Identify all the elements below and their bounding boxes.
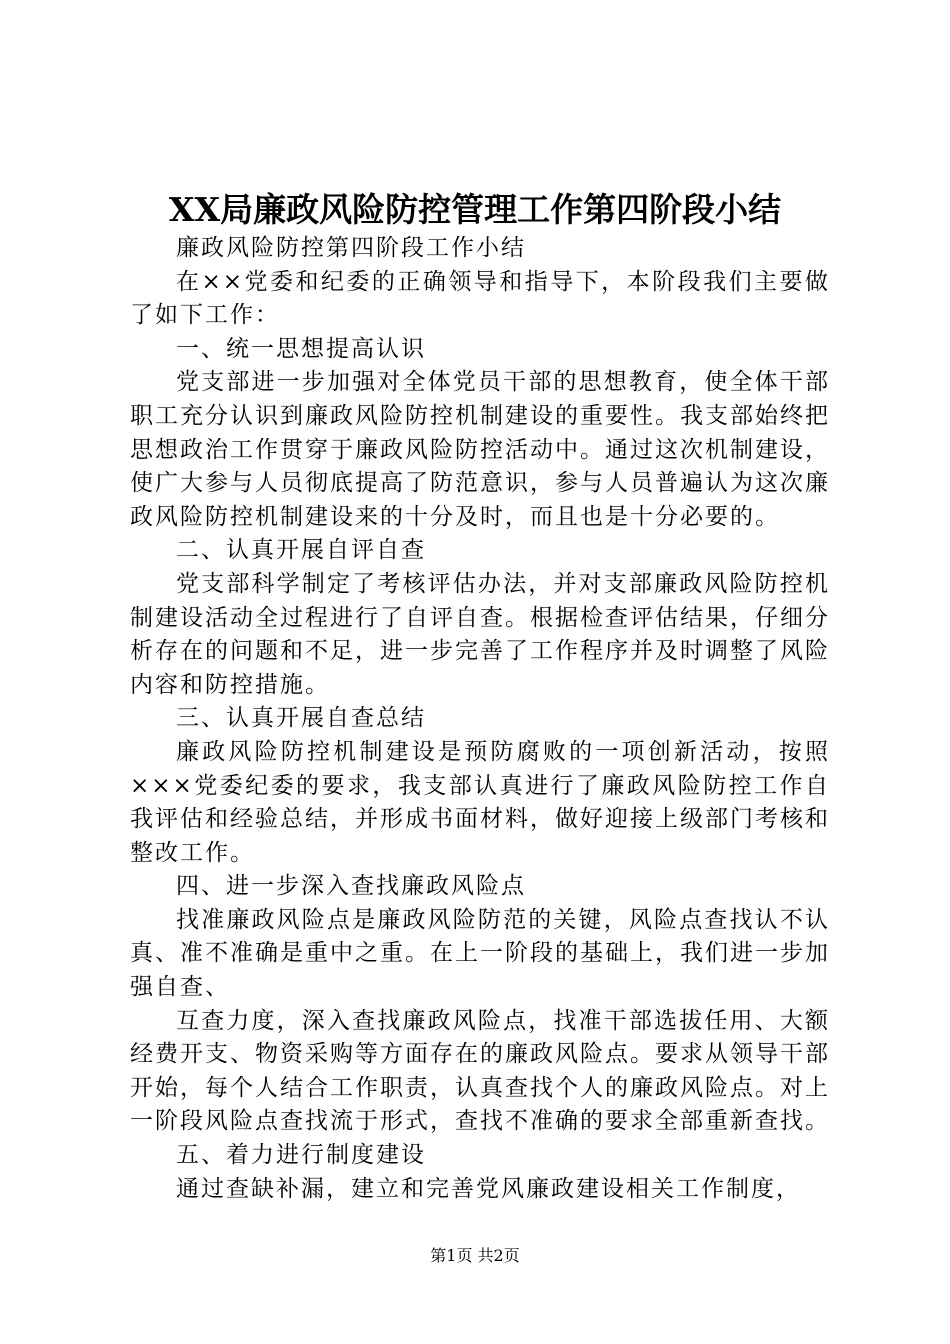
section-3-paragraph-1: 廉政风险防控机制建设是预防腐败的一项创新活动，按照×××党委纪委的要求，我支部认真进行了廉政风险防控工作自我评估和经验总结，并形成书面材料，做好迎接上级部门考核和整改工作。 (130, 738, 830, 866)
section-heading-4: 四、进一步深入查找廉政风险点 (176, 873, 526, 900)
section-4-paragraph-1: 找准廉政风险点是廉政风险防范的关键，风险点查找认不认真、准不准确是重中之重。在上一阶段的基础上，我们进一步加强自查、 (130, 906, 830, 1001)
section-5-paragraph-1: 通过查缺补漏，建立和完善党风廉政建设相关工作制度， (176, 1175, 801, 1202)
section-heading-5: 五、着力进行制度建设 (176, 1142, 426, 1169)
page-number-footer: 第1页 共2页 (430, 1246, 520, 1265)
section-heading-3: 三、认真开展自查总结 (176, 705, 426, 732)
section-heading-2: 二、认真开展自评自查 (176, 537, 426, 564)
intro-paragraph: 在××党委和纪委的正确领导和指导下，本阶段我们主要做了如下工作： (130, 268, 830, 329)
section-2-paragraph-1: 党支部科学制定了考核评估办法，并对支部廉政风险防控机制建设活动全过程进行了自评自查。根据检查评估结果，仔细分析存在的问题和不足，进一步完善了工作程序并及时调整了风险内容和防控措施。 (130, 570, 830, 698)
section-1-paragraph-1: 党支部进一步加强对全体党员干部的思想教育，使全体干部职工充分认识到廉政风险防控机制建设的重要性。我支部始终把思想政治工作贯穿于廉政风险防控活动中。通过这次机制建设，使广大参与人员彻底提高了防范意识，参与人员普遍认为这次廉政风险防控机制建设来的十分及时，而且也是十分必要的。 (130, 369, 830, 530)
document-title: XX局廉政风险防控管理工作第四阶段小结 (168, 190, 782, 229)
document-subtitle: 廉政风险防控第四阶段工作小结 (176, 235, 526, 261)
section-4-paragraph-2: 互查力度，深入查找廉政风险点，找准干部选拔任用、大额经费开支、物资采购等方面存在的廉政风险点。要求从领导干部开始，每个人结合工作职责，认真查找个人的廉政风险点。对上一阶段风险点查找流于形式，查找不准确的要求全部重新查找。 (130, 1007, 830, 1135)
document-body (130, 232, 830, 1206)
section-heading-1: 一、统一思想提高认识 (176, 335, 426, 362)
